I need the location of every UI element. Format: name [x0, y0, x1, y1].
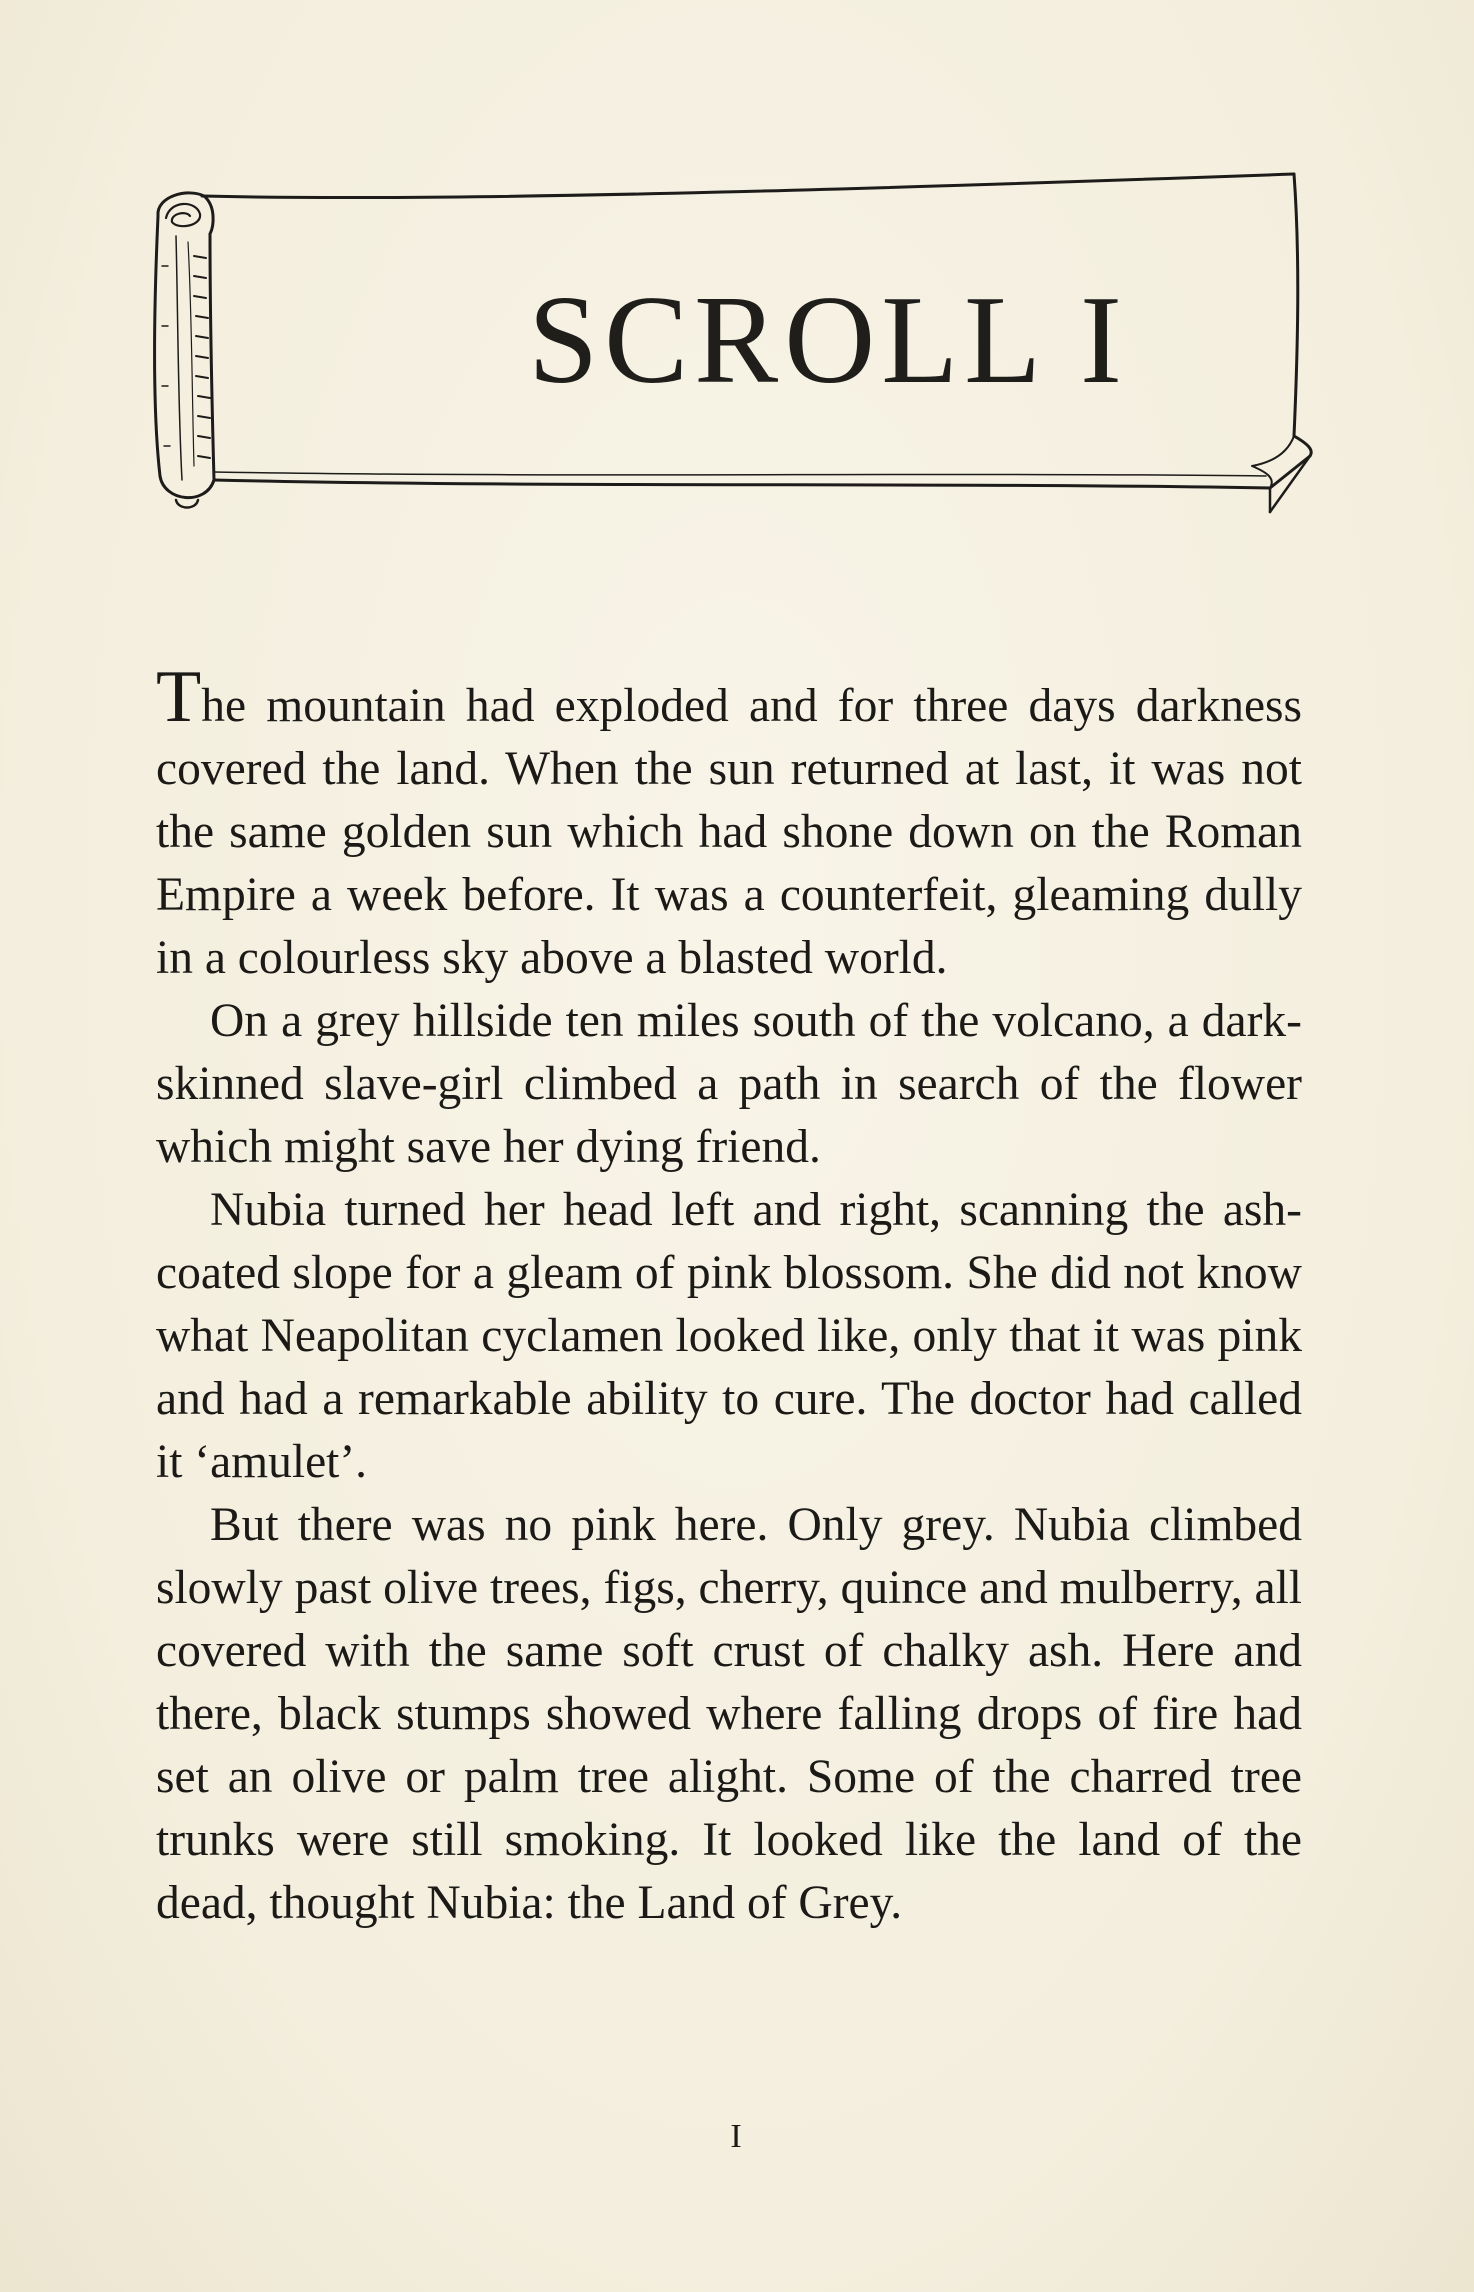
chapter-title: SCROLL I [528, 271, 1128, 410]
drop-cap: T [156, 656, 202, 738]
paragraph: On a grey hillside ten miles south of the volcano, a dark-skinned slave-girl climbed a path in search of the flower which might save her dying friend. [156, 995, 1302, 1173]
page-number: I [730, 2118, 744, 2155]
paragraph-text: he mountain had exploded and for three days darkness covered the land. When the sun returned at last, it was not the same golden sun which had shone down on the Roman Empire a week before. It was a counterfeit, gleaming dully in a colourless sky above a blasted world. [156, 680, 1302, 984]
paragraph: But there was no pink here. Only grey. Nubia climbed slowly past olive trees, figs, cherry, quince and mulberry, all covered with the same soft crust of chalky ash. Here and there, black stumps showed where falling drops of fire had set an olive or palm tree alight. Some of the charred tree trunks were still smoking. It looked like the land of the dead, thought Nubia: the Land of Grey. [156, 1499, 1302, 1929]
paragraph: Nubia turned her head left and right, scanning the ash-coated slope for a gleam of pink blossom. She did not know what Neapolitan cyclamen looked like, only that it was pink and had a remarkable ability to cure. The doctor had called it ‘amulet’. [156, 1184, 1302, 1488]
paragraph [156, 656, 1302, 990]
body-text [156, 656, 1302, 1935]
scroll-banner [148, 166, 1318, 516]
